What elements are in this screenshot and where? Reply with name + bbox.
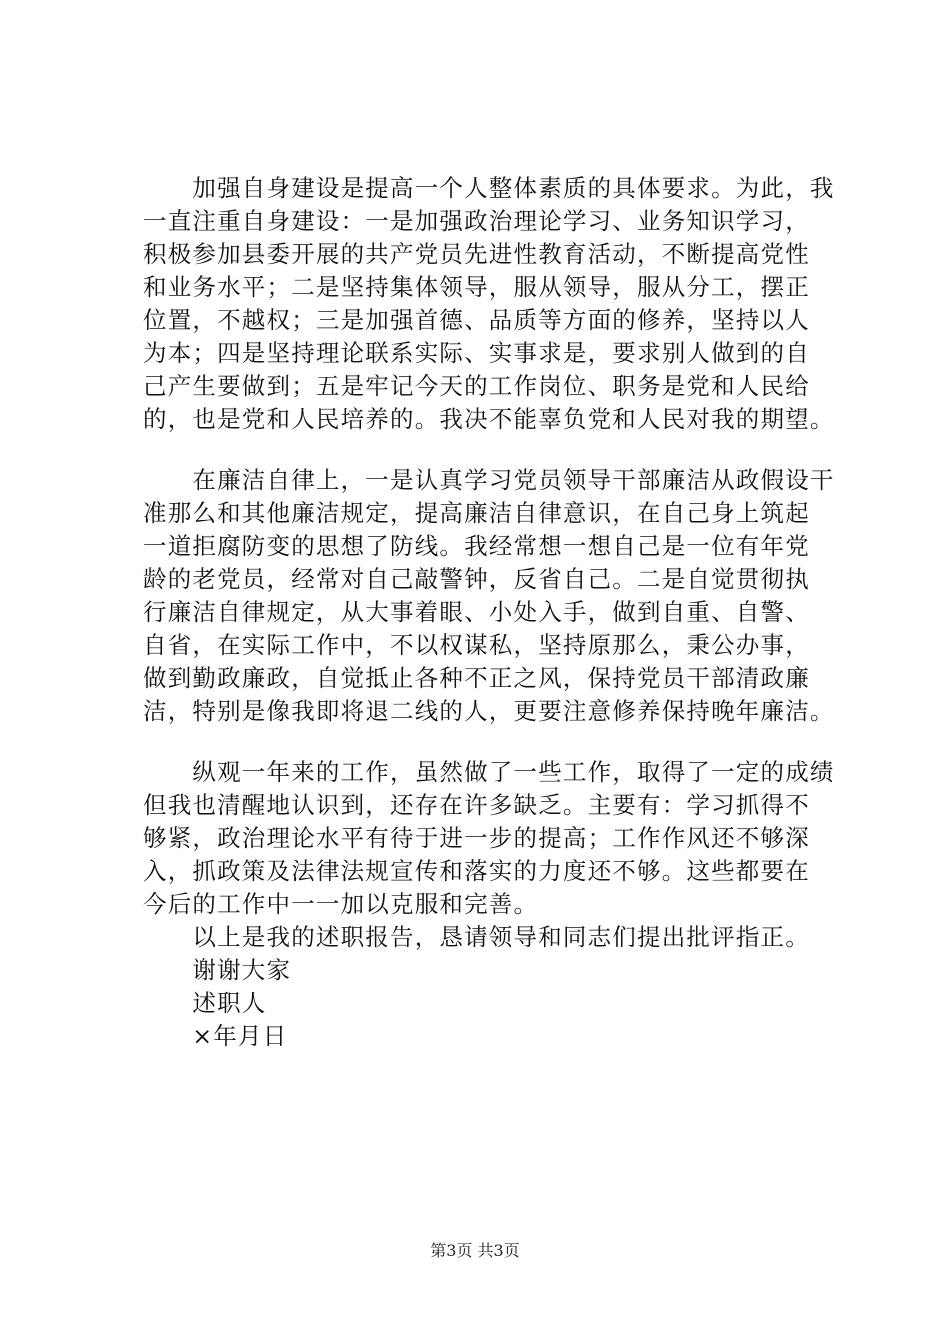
text-line: 纵观一年来的工作，虽然做了一些工作，取得了一定的成绩: [143, 758, 835, 786]
text-line: 行廉洁自律规定，从大事着眼、小处入手，做到自重、自警、: [143, 598, 810, 626]
text-line: 和业务水平；二是坚持集体领导，服从领导，服从分工，摆正: [143, 273, 810, 301]
paragraph-self-building: [143, 172, 855, 436]
text-line: 龄的老党员，经常对自己敲警钟，反省自己。二是自觉贯彻执: [143, 565, 810, 593]
text-line: 在廉洁自律上，一是认真学习党员领导干部廉洁从政假设干: [143, 466, 835, 494]
text-line: 自省，在实际工作中，不以权谋私，坚持原那么，秉公办事，: [143, 631, 810, 659]
text-line: 一道拒腐防变的思想了防线。我经常想一想自己是一位有年党: [143, 532, 810, 560]
text-line: 一直注重自身建设：一是加强政治理论学习、业务知识学习，: [143, 207, 810, 235]
paragraph-spacer: [143, 436, 855, 464]
paragraph-integrity: [143, 464, 855, 728]
text-line: 加强自身建设是提高一个人整体素质的具体要求。为此，我: [143, 174, 835, 202]
text-line: 为本；四是坚持理论联系实际、实事求是，要求别人做到的自: [143, 339, 810, 367]
text-line: 做到勤政廉政，自觉抵止各种不正之风，保持党员干部清政廉: [143, 664, 810, 692]
closing-request-line: 以上是我的述职报告，恳请领导和同志们提出批评指正。: [143, 923, 810, 951]
paragraph-spacer: [143, 728, 855, 756]
text-line: 己产生要做到；五是牢记今天的工作岗位、职务是党和人民给: [143, 372, 810, 400]
date-line: ×年月日: [143, 1022, 288, 1050]
text-line: 的，也是党和人民培养的。我决不能辜负党和人民对我的期望。: [143, 405, 835, 433]
text-line: 入，抓政策及法律法规宣传和落实的力度还不够。这些都要在: [143, 857, 810, 885]
text-line: 积极参加县委开展的共产党员先进性教育活动，不断提高党性: [143, 240, 810, 268]
signature-line: 述职人: [143, 989, 267, 1017]
document-body: [143, 172, 855, 1053]
page-number-footer: 第3页 共3页: [430, 1241, 520, 1260]
paragraph-review-and-closing: [143, 756, 855, 1053]
text-line: 位置，不越权；三是加强首德、品质等方面的修养，坚持以人: [143, 306, 810, 334]
text-line: 够紧，政治理论水平有待于进一步的提高；工作作风还不够深: [143, 824, 810, 852]
text-line: 今后的工作中一一加以克服和完善。: [143, 890, 539, 918]
text-line: 但我也清醒地认识到，还存在许多缺乏。主要有：学习抓得不: [143, 791, 810, 819]
thanks-line: 谢谢大家: [143, 956, 292, 984]
text-line: 洁，特别是像我即将退二线的人，更要注意修养保持晚年廉洁。: [143, 697, 835, 725]
text-line: 准那么和其他廉洁规定，提高廉洁自律意识，在自己身上筑起: [143, 499, 810, 527]
